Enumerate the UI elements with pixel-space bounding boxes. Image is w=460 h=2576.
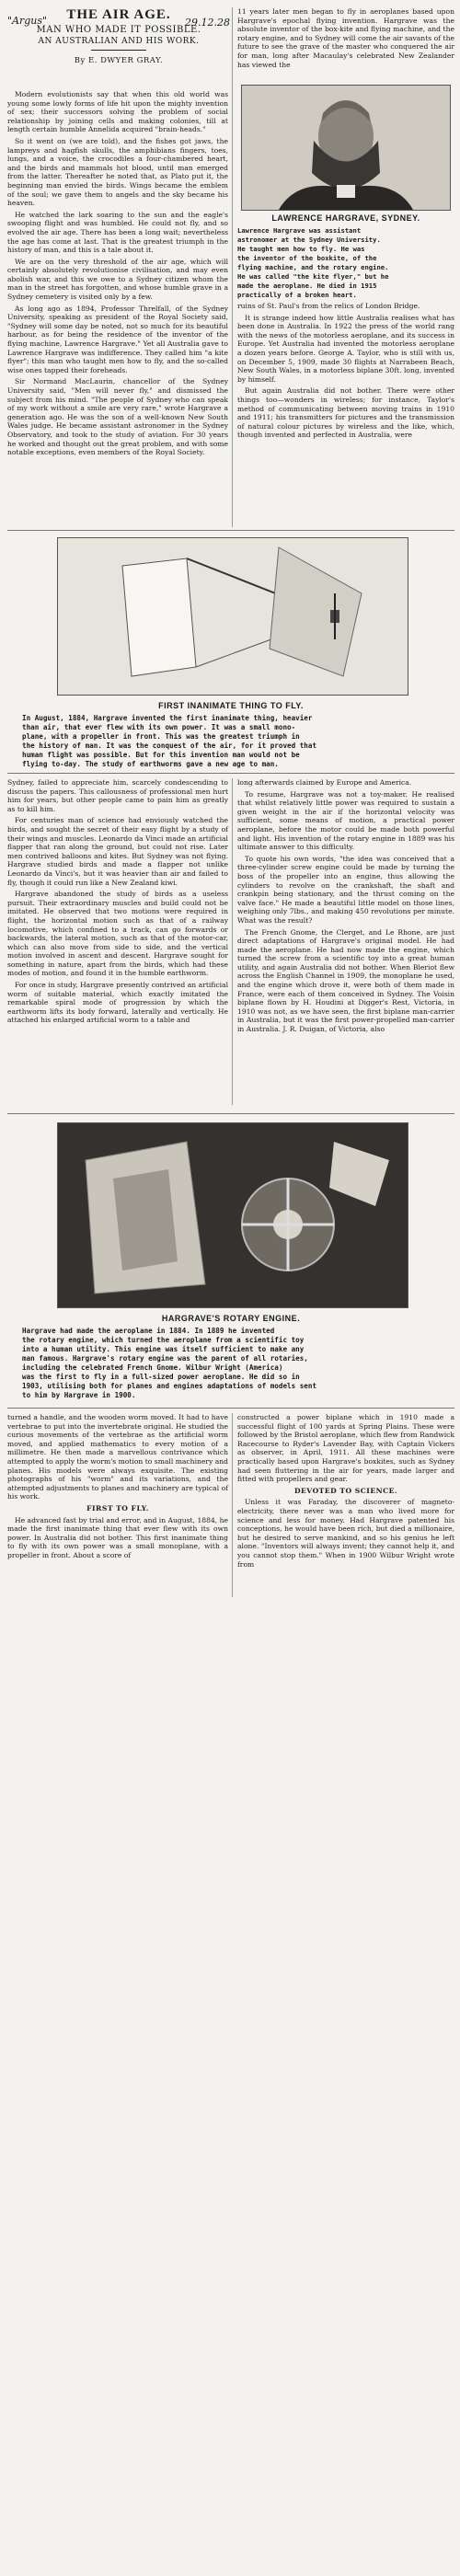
engine-photo [57,1122,408,1308]
paragraph: Modern evolutionists say that when this old world was young some lowly forms of life hit upon the mighty invention of sex; their successors solving the problem of social relationship by joining cells and making colonies, till at length certain humble Annelida acquired "brain-heads." [7,90,228,134]
column-2-top [237,7,454,72]
figure-2-title: HARGRAVE'S ROTARY ENGINE. [161,1314,301,1323]
caption-line: the rotary engine, which turned the aeroplane from a scientific toy [22,1336,305,1344]
paragraph: For centuries man of science had enviously watched the birds, and sought the secret of their easy flight by a study of their wings and muscles. Leonardo da Vinci made an artificial flapper that ran along the ground, but could not rise. Later men contrived balloons and kites. But Sydney was not flying. Hargrave studied birds and made a flapper not unlike Leonardo da Vinci's, but it was heavier than air and failed to fly, though it could run like a New Zealand kiwi. [7,816,228,887]
caption-line: Hargrave had made the aeroplane in 1884. In 1889 he invented [22,1327,275,1335]
caption-line: including the celebrated French Gnome. Wilbur Wright (America) [22,1363,283,1372]
paragraph: turned a handle, and the wooden worm moved. It had to have vertebrae to put into the invertebrate original. He studied the curious movements of the vertebrae as the artificial worm moved, and applied mathematics to every motion of a millimetre. He then made a marvellous contrivance which attempted to apply the worm's motion to small machinery and planes. His models were always exquisite. The existing photographs of his "worm" and its variations, and the attempted adjustments to planes and machinery are typical of his work. [7,1413,228,1501]
byline: By E. DWYER GRAY. [74,56,164,65]
caption-line: He was called "the kite flyer," but he [237,272,389,281]
caption-line: In August, 1884, Hargrave invented the first inanimate thing, heavier [22,714,313,722]
caption-line: Lawrence Hargrave was assistant [237,226,362,235]
caption-line: was the first to fly in a full-sized power aeroplane. He did so in [22,1373,300,1381]
figure-2-caption [7,1314,454,1400]
paragraph: 11 years later men began to fly in aeroplanes based upon Hargrave's epochal flying invention. Hargrave was the absolute inventor of the box-kite and flying machine, and the rotary engine, and to Sydney will come the air savants of the future to see the grave of the master who conquered the air for man, long after Macaulay's celebrated New Zealander has viewed the [237,7,454,69]
paragraph: constructed a power biplane which in 1910 made a successful flight of 100 yards at Spring Plains. These were followed by the Bristol aeroplane, which flew from Randwick Racecourse to Ryder's Lavender Bay, with Captain Vickers as observer, in April, 1911. All these machines were practically based upon Hargrave's boxkites, such as Sydney had seen fluttering in the air for years, made larger and fitted with propellers and gear. [237,1413,454,1484]
column-2-end [237,1413,454,1571]
handwritten-source: "Argus" [7,15,48,27]
column-divider [232,7,233,527]
column-2-mid [237,302,454,443]
caption-line: astronomer at the Sydney University. [237,236,381,244]
paragraph: ruins of St. Paul's from the relics of London Bridge. [237,302,420,310]
monoplane-image [58,538,408,695]
caption-line: made the aeroplane. He died in 1915 [237,282,377,290]
column-2-bottom [237,778,454,1037]
portrait-photo [241,85,451,211]
section-rule [7,773,454,774]
article-subtitle-2: AN AUSTRALIAN AND HIS WORK. [38,37,200,46]
caption-line: flying to-day. The study of earthworms gave a new age to man. [22,760,279,768]
caption-line: He taught men how to fly. He was [237,245,365,253]
section-rule [7,1408,454,1409]
paragraph: Unless it was Faraday, the discoverer of magneto-electricity, there never was a man who lived more for science and less for money. Had Hargrave patented his conceptions, he would have been rich, but died a millionaire, but he desired to serve mankind, and so his genius he left alone. "Inventors will always invent; they cannot help it, and you cannot stop them." When in 1900 Wilbur Wright wrote from [237,1498,454,1569]
article-subtitle: MAN WHO MADE IT POSSIBLE. [36,25,201,35]
article-title: THE AIR AGE. [66,7,171,22]
caption-line: plane, with a propeller in front. This was the greatest triumph in [22,732,300,741]
caption-line: than air, that ever flew with its own power. It was a small mono- [22,723,296,731]
section-heading: FIRST TO FLY. [86,1503,149,1512]
paragraph: To quote his own words, "the idea was conceived that a three-cylinder screw engine could be made by turning the boss of the propeller into an engine, thus allowing the cylinders to revolve on the crankshaft, the shaft and crankpin being stationary, and the thrust coming on the valve face." He made a beautiful little model on those lines, weighing only 7lbs., and making 450 revolutions per minute. What was the result? [237,854,454,925]
paragraph: The French Gnome, the Clerget, and Le Rhone, are just direct adaptations of Hargrave's original model. He had made the aeroplane. He had now made the engine, which turned the screw from a scientific toy into a great human utility, and again Australia did not bother. When Bleriot flew across the English Channel in 1909, the monoplane he used, and the engine which drove it, were both of them made in France, were each of them conceived in Sydney. The Voisin biplane flown by H. Houdini at Digger's Rest, Victoria, in 1910 was not, as we have seen, the first biplane man-carrier in Australia, but it was the first power-propelled man-carrier in Australia. J. R. Duigan, of Victoria, also [237,927,454,1034]
portrait-caption [237,213,454,300]
monoplane-photo [57,537,408,696]
section-rule [7,1113,454,1114]
caption-line: human flight was possible. But for this invention man would not be [22,751,300,759]
rotary-engine-image [58,1123,408,1307]
paragraph: Sir Normand MacLaurin, chancellor of the Sydney University said, "Men will never fly," and dismissed the subject from his mind. "The people of Sydney who can speak of my work without a smile are very rare," wrote Hargrave a generation ago. He was the son of a well-known New South Wales judge. He became assistant astronomer in the Sydney Observatory, and took to the study of aviation. For 30 years he worked and thought out the great problem, and with some notable exceptions, even members of the Royal Society. [7,377,228,457]
figure-1-title: FIRST INANIMATE THING TO FLY. [158,701,304,710]
paragraph: Sydney, failed to appreciate him, scarcely condescending to discuss the papers. This callousness of professional men hurt him for years, but other people came to pain him as greatly as to kill him. [7,778,228,813]
section-rule [7,530,454,531]
paragraph: To resume, Hargrave was not a toy-maker. He realised that whilst relatively little power was required to sustain a given weight in the air if the horizontal velocity was sufficient, some means of motion, a practical power aeroplane, before the motor could be made both powerful and light. His invention of the rotary engine in 1889 was his ultimate answer to this difficulty. [237,789,454,852]
caption-line: the inventor of the boxkite, of the [237,254,377,262]
column-1-bottom [7,778,228,1028]
paragraph: He watched the lark soaring to the sun and the eagle's swooping flight and was humbled. He could not fly, and so evolved the air age. There has been a long wait; nevertheless the age has come at last. That is the greatest triumph in the history of man, and this is a tale about it. [7,210,228,255]
paragraph: So it went on (we are told), and the fishes got jaws, the lampreys and hagfish skulls, the amphibians fingers, toes, lungs, and a voice, the crocodiles a four-chambered heart, and the birds and mammals hot blood, until man emerged from the latter. Thereafter he noted that, as Plato put it, the beginning man envied the birds. Wings became the emblem of the soul; we gave them to angels and the sky became his heaven. [7,136,228,208]
section-heading: DEVOTED TO SCIENCE. [293,1486,398,1495]
portrait-caption-text [237,226,454,300]
column-1-top [7,90,228,460]
paragraph: For once in study, Hargrave presently contrived an artificial worm of suitable material, which exactly imitated the remarkable spiral mode of progression by which the earthworm lifts its body forward, laterally and vertically. He attached his enlarged artificial worm to a table and [7,981,228,1025]
portrait-image [242,86,450,210]
caption-line: man famous. Hargrave's rotary engine was the parent of all rotaries, [22,1354,308,1363]
figure-1-text [22,714,440,769]
portrait-name: LAWRENCE HARGRAVE, SYDNEY. [271,213,420,223]
paragraph: Hargrave abandoned the study of birds as a useless pursuit. Their extraordinary muscles and build could not be imitated. He observed that two motions were required in flight, the horizontal motion such as that of a railway locomotive, which confined to a track, can go forwards or backwards, the lateral motion, such as that of the motor-car, which can also move from side to side, and the vertical motion involved in ascent and descent. Hargrave sought for something in nature, apart from the birds, which had these modes of motion, and found it in the humble earthworm. [7,890,228,978]
caption-line: 1903, utilising both for planes and engines adaptations of models sent [22,1382,317,1390]
caption-line: into a human utility. This engine was itself sufficient to make any [22,1345,305,1353]
caption-line: practically of a broken heart. [237,291,357,299]
paragraph: It is strange indeed how little Australia realises what has been done in Australia. In 1922 the press of the world rang with the news of the motorless aeroplane, and its success in Europe. Yet Australia had invented the motorless aeroplane a dozen years before. George A. Taylor, who is still with us, on December 5, 1909, made 30 flights at Narrabeen Beach, New South Wales, in a motorless biplane 30ft. long, invented by himself. [237,313,454,384]
paragraph: As long ago as 1894, Professor Threlfall, of the Sydney University, speaking as president of the Royal Society said, "Sydney will some day be noted, not so much for its beautiful harbour, as for being the residence of the inventor of the flying machine, Lawrence Hargrave." Yet all Australia gave to Lawrence Hargrave was indifference. They called him "a kite flyer"; this man who taught men how to fly, and the so-called wise ones tapped their foreheads. [7,304,228,374]
caption-line: the history of man. It was the conquest of the air, for it proved that [22,742,317,750]
column-1-end [7,1413,228,1563]
caption-line: to him by Hargrave in 1900. [22,1391,136,1399]
paragraph: He advanced fast by trial and error, and in August, 1884, he made the first inanimate thing that ever flew with its own power. In Australia did not bother. This first inanimate thing to fly with its own power was a small monoplane, with a propeller in front. About a score of [7,1515,228,1559]
column-divider [232,1413,233,1597]
paragraph: We are on the very threshold of the air age, which will certainly absolutely revolutionise civilisation, and may even abolish war, and this we owe to a Sydney citizen whom the man in the street has forgotten, and whose humble grave in a Sydney cemetery is visited only by a few. [7,257,228,302]
caption-line: flying machine, and the rotary engine. [237,263,389,271]
paragraph: But again Australia did not bother. There were other things too—wonders in wireless; for instance, Taylor's method of communicating between moving trains in 1910 and 1911; his transmitters for pictures and the transmission of natural colour pictures by wireless and the like, which, though invented and perfected in Australia, were [237,386,454,440]
divider [91,50,146,51]
figure-1-caption [7,701,454,769]
paragraph: long afterwards claimed by Europe and America. [237,778,412,787]
figure-2-text [22,1327,440,1400]
column-divider [232,778,233,1105]
handwritten-date: 29.12.28 [185,17,230,29]
article-header [7,7,230,65]
